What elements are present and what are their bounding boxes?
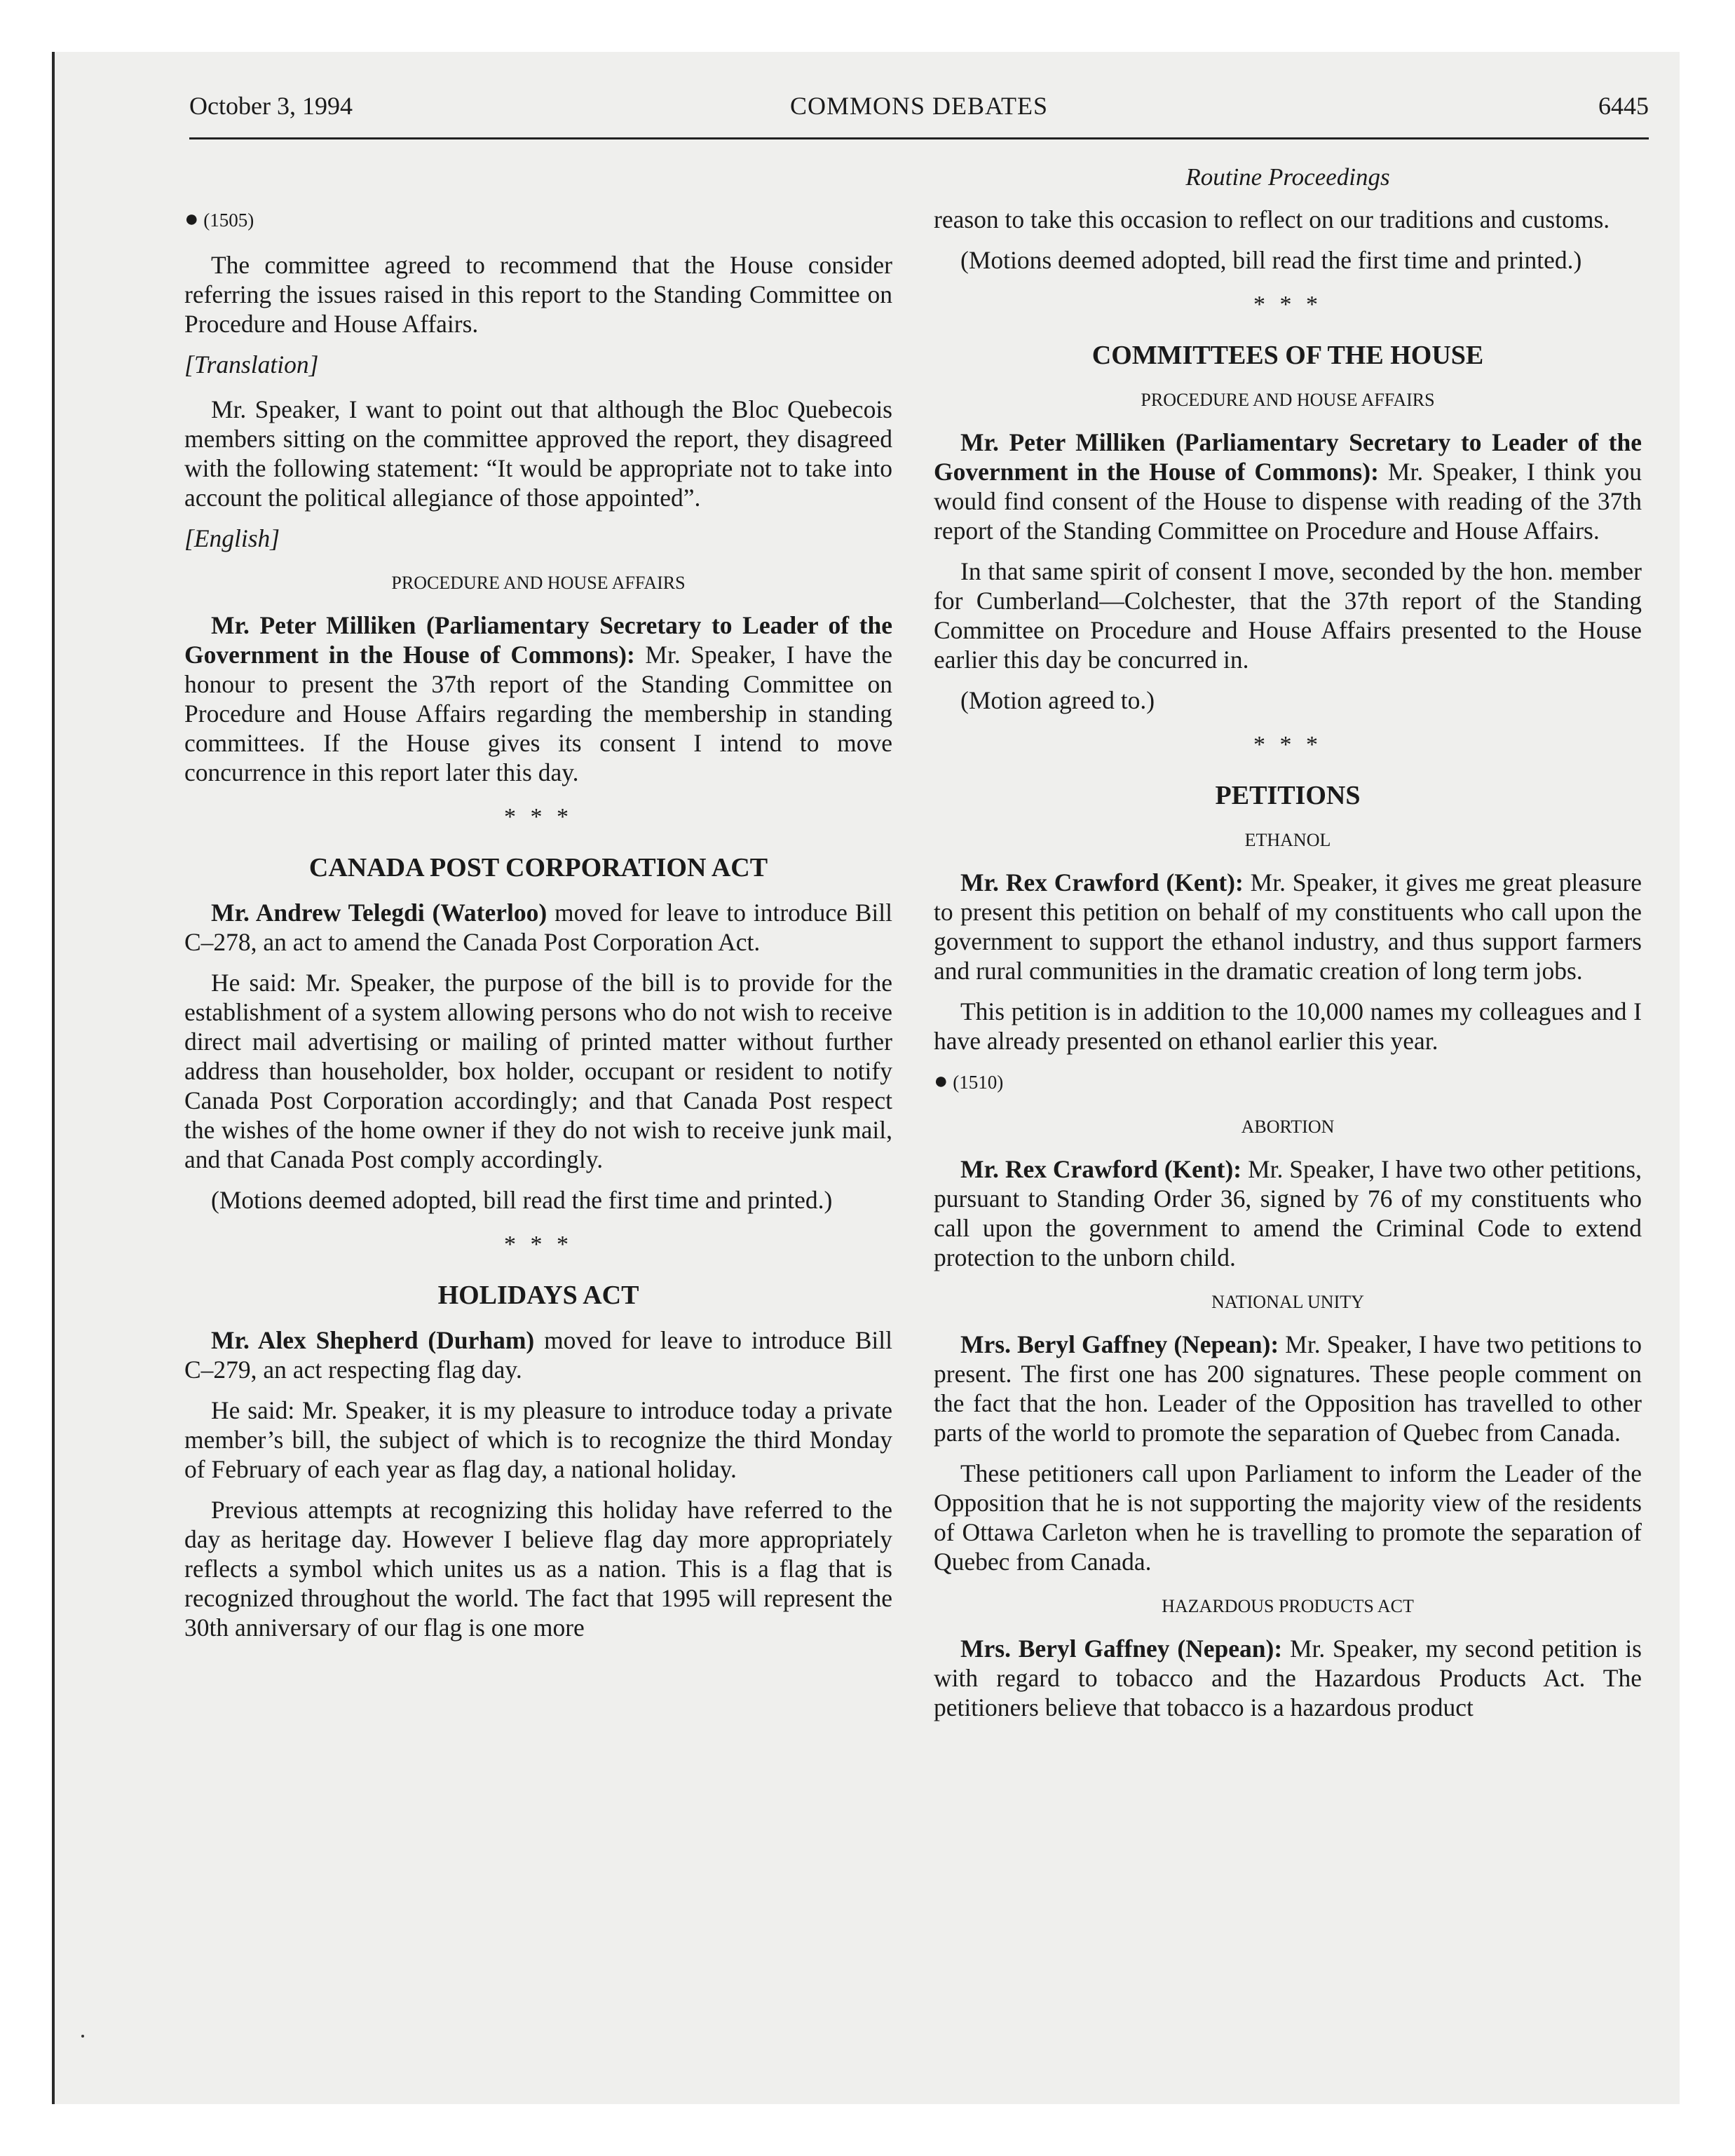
section-separator: * * *	[1253, 732, 1322, 758]
scan-speck	[81, 2035, 84, 2038]
speaker-name: Mr. Rex Crawford (Kent):	[960, 868, 1244, 896]
translation-label: [Translation]	[184, 350, 319, 378]
paragraph: Mr. Alex Shepherd (Durham) moved for leave to introduce Bill C–279, an act respecting flag day.	[184, 1326, 893, 1384]
subheading: ABORTION	[1241, 1117, 1335, 1137]
paragraph: Mr. Peter Milliken (Parliamentary Secretary to Leader of the Government in the House of Commons): Mr. Speaker, I have the honour to present the 37th report of the Standing Committee on Procedure and House Affairs regarding the membership in standing committees. If the House gives its consent I intend to move concurrence in this report later this day.	[184, 611, 892, 786]
paragraph: He said: Mr. Speaker, the purpose of the bill is to provide for the establishment of a system allowing persons who do not wish to receive direct mail advertising or mailing of printed matter without further address than householder, box holder, occupant or resident to notify Canada Post Corporation accordingly; and that Canada Post respect the wishes of the home owner if they do not wish to receive junk mail, and that Canada Post comply accordingly.	[184, 969, 892, 1173]
header-title: COMMONS DEBATES	[789, 92, 1049, 120]
paragraph: This petition is in addition to the 10,000 names my colleagues and I have already presented on ethanol earlier this year.	[934, 997, 1642, 1055]
paragraph: Mr. Rex Crawford (Kent): Mr. Speaker, it gives me great pleasure to present this petition on behalf of my constituents who call upon the government to support the ethanol industry, and thus support farmers and rural communities in the dramatic creation of long term jobs.	[934, 868, 1642, 985]
paragraph: (Motions deemed adopted, bill read the first time and printed.)	[960, 246, 1582, 274]
paragraph: He said: Mr. Speaker, it is my pleasure to introduce today a private member’s bill, the subject of which is to recognize the third Monday of February of each year as flag day, a national holiday.	[184, 1396, 892, 1483]
section-separator: * * *	[504, 804, 573, 830]
speaker-name: Mr. Rex Crawford (Kent):	[960, 1155, 1242, 1183]
paragraph: (Motion agreed to.)	[960, 686, 1155, 714]
paragraph: Mrs. Beryl Gaffney (Nepean): Mr. Speaker, my second petition is with regard to tobacco and the Hazardous Products Act. The petitioners believe that tobacco is a hazardous product	[934, 1635, 1642, 1721]
paragraph: The committee agreed to recommend that the House consider referring the issues raised in this report to the Standing Committee on Procedure and House Affairs.	[184, 251, 892, 338]
paragraph: Mr. Rex Crawford (Kent): Mr. Speaker, I have two other petitions, pursuant to Standing Order 36, signed by 76 of my constituents who call upon the government to amend the Criminal Code to extend protection to the unborn child.	[934, 1155, 1642, 1271]
paragraph: These petitioners call upon Parliament to inform the Leader of the Opposition that he is not supporting the majority view of the residents of Ottawa Carleton when he is travelling to promote the separation of Quebec from Canada.	[934, 1459, 1642, 1576]
time-stamp: ● (1510)	[934, 1068, 1004, 1094]
section-heading: PETITIONS	[1215, 781, 1361, 810]
bullet-icon: ●	[934, 1068, 948, 1094]
speaker-name: Mrs. Beryl Gaffney (Nepean):	[960, 1635, 1283, 1663]
section-heading: HOLIDAYS ACT	[437, 1281, 639, 1310]
speaker-name: Mrs. Beryl Gaffney (Nepean):	[960, 1330, 1279, 1358]
section-separator: * * *	[1253, 292, 1322, 318]
speaker-name: Mr. Alex Shepherd (Durham)	[211, 1326, 535, 1354]
english-label: [English]	[184, 524, 280, 552]
speaker-name: Mr. Peter Milliken (Parliamentary Secretary to Leader of the Government in the House of Commons):	[184, 611, 892, 669]
section-heading: CANADA POST CORPORATION ACT	[308, 853, 768, 882]
header-date: October 3, 1994	[189, 92, 353, 120]
paragraph: Mr. Speaker, I want to point out that although the Bloc Quebecois members sitting on the committee approved the report, they disagreed with the following statement: “It would be appropriate not to take into account the political allegiance of those appointed”.	[184, 395, 892, 512]
left-column	[184, 163, 892, 1653]
paragraph: Mrs. Beryl Gaffney (Nepean): Mr. Speaker, I have two petitions to present. The first one has 200 signatures. These people comment on the fact that the hon. Leader of the Opposition has travelled to other parts of the world to promote the separation of Quebec from Canada.	[934, 1330, 1642, 1447]
bullet-icon: ●	[184, 206, 199, 232]
speaker-name: Mr. Andrew Telegdi (Waterloo)	[211, 899, 547, 927]
page-number: 6445	[1598, 92, 1649, 120]
subheading: PROCEDURE AND HOUSE AFFAIRS	[1141, 390, 1435, 410]
paragraph: reason to take this occasion to reflect on our traditions and customs.	[934, 205, 1610, 233]
running-head: Routine Proceedings	[1185, 163, 1390, 191]
subheading: ETHANOL	[1244, 830, 1331, 850]
section-heading: COMMITTEES OF THE HOUSE	[1091, 341, 1484, 370]
subheading: HAZARDOUS PRODUCTS ACT	[1162, 1596, 1414, 1616]
subheading: NATIONAL UNITY	[1211, 1292, 1364, 1312]
paragraph: Mr. Andrew Telegdi (Waterloo) moved for leave to introduce Bill C–278, an act to amend the Canada Post Corporation Act.	[184, 899, 892, 956]
page-header	[189, 88, 1649, 139]
time-stamp: ● (1505)	[184, 206, 254, 232]
subheading: PROCEDURE AND HOUSE AFFAIRS	[391, 573, 686, 593]
paragraph: (Motions deemed adopted, bill read the first time and printed.)	[211, 1186, 833, 1214]
paragraph: Previous attempts at recognizing this holiday have referred to the day as heritage day. However I believe flag day more appropriately reflects a symbol which unites us as a nation. This is a flag that is recognized throughout the world. The fact that 1995 will represent the 30th anniversary of our flag is one more	[184, 1496, 892, 1642]
section-separator: * * *	[504, 1231, 573, 1257]
speaker-name: Mr. Peter Milliken (Parliamentary Secretary to Leader of the Government in the House of Commons):	[934, 428, 1642, 486]
paragraph: Mr. Peter Milliken (Parliamentary Secretary to Leader of the Government in the House of Commons): Mr. Speaker, I think you would find consent of the House to dispense with reading of the 37th report of the Standing Committee on Procedure and House Affairs.	[934, 428, 1642, 545]
paragraph: In that same spirit of consent I move, seconded by the hon. member for Cumberland—Colchester, that the 37th report of the Standing Committee on Procedure and House Affairs presented to the House earlier this day be concurred in.	[934, 557, 1642, 674]
right-column	[934, 163, 1642, 1733]
